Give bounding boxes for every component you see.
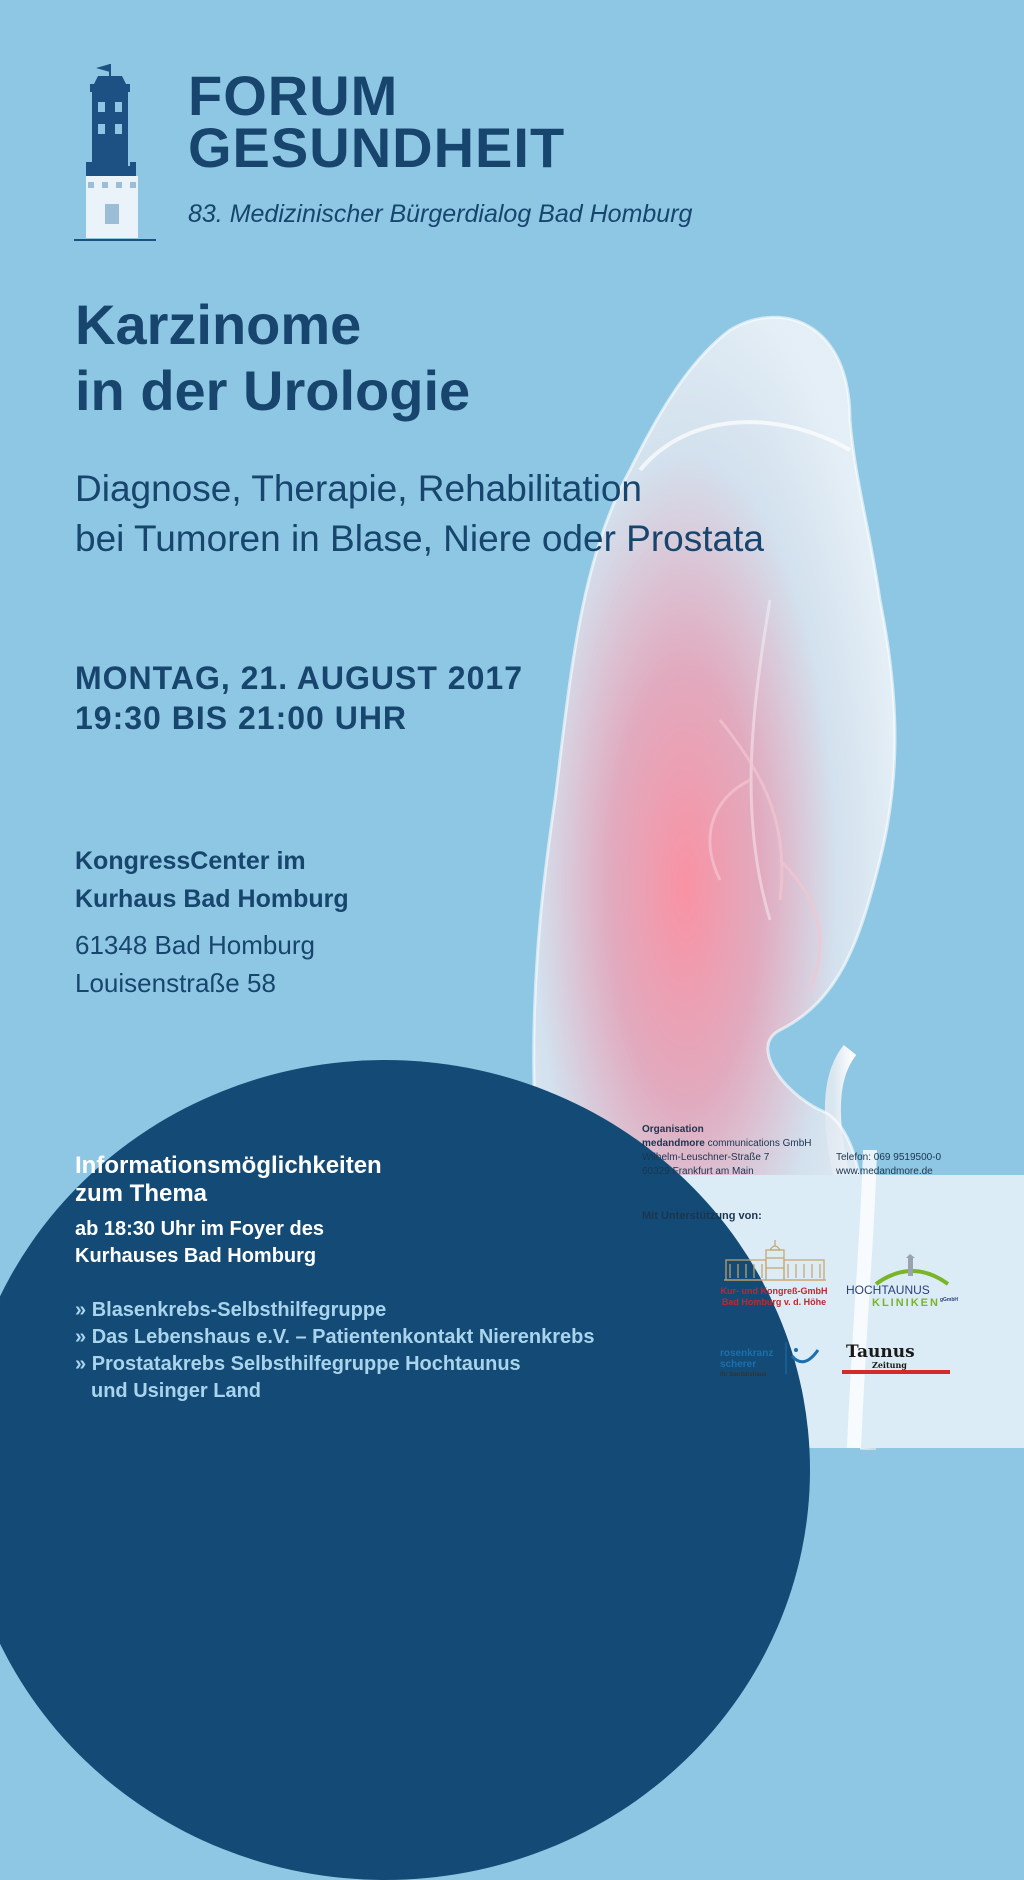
taunus-zeitung-underline xyxy=(842,1370,950,1374)
organisation-web[interactable]: www.medandmore.de xyxy=(836,1166,933,1177)
info-subtitle xyxy=(75,1216,324,1270)
rosenkranz-line2: scherer xyxy=(720,1359,757,1370)
list-item: » Das Lebenshaus e.V. – Patientenkontakt Nierenkrebs xyxy=(75,1324,594,1351)
organisation-street: Wilhelm-Leuschner-Straße 7 xyxy=(642,1152,770,1163)
support-label: Mit Unterstützung von: xyxy=(642,1210,762,1222)
main-title-line2: in der Urologie xyxy=(75,359,471,422)
hochtaunus-suffix: gGmbH xyxy=(939,1297,959,1303)
organisation-phone: Telefon: 069 9519500-0 xyxy=(836,1152,942,1163)
lead-text-line1: Diagnose, Therapie, Rehabilitation xyxy=(75,468,643,509)
forum-title-line2: GESUNDHEIT xyxy=(188,116,566,179)
main-title-line1: Karzinome xyxy=(75,293,362,356)
organisation-block xyxy=(642,1123,812,1179)
kurhaus-line2: Bad Homburg v. d. Höhe xyxy=(721,1297,827,1307)
tower-logo xyxy=(72,58,158,242)
main-title xyxy=(75,292,470,424)
hochtaunus-line2: KLINIKEN xyxy=(872,1297,940,1309)
lead-text-line2: bei Tumoren in Blase, Niere oder Prostata xyxy=(75,518,764,559)
forum-subtitle: 83. Medizinischer Bürgerdialog Bad Homburg xyxy=(188,200,693,228)
organisation-city: 60329 Frankfurt am Main xyxy=(642,1166,754,1177)
list-item xyxy=(75,1351,594,1405)
organisation-contact xyxy=(836,1151,941,1179)
organisation-company xyxy=(642,1137,812,1151)
info-title-line2: zum Thema xyxy=(75,1180,208,1207)
rosenkranz-line3: Ihr Sanitätshaus xyxy=(720,1372,767,1378)
taunus-zeitung-logo-sub: Zeitung xyxy=(872,1360,907,1370)
hochtaunus-logo-sub xyxy=(872,1297,958,1309)
forum-title xyxy=(188,64,566,179)
info-subtitle-line1: ab 18:30 Uhr im Foyer des xyxy=(75,1218,324,1240)
organisation-label: Organisation xyxy=(642,1124,704,1135)
venue-name-line1: KongressCenter im xyxy=(75,847,306,875)
event-time: 19:30 BIS 21:00 UHR xyxy=(75,700,408,736)
kurhaus-logo-icon xyxy=(722,1238,828,1286)
organisation-company-rest: communications GmbH xyxy=(704,1138,812,1149)
list-item-text: Prostatakrebs Selbsthilfegruppe Hochtaunus xyxy=(91,1353,521,1375)
info-title-line1: Informationsmöglichkeiten xyxy=(75,1152,382,1179)
info-title xyxy=(75,1152,382,1208)
event-datetime xyxy=(75,658,523,738)
venue-address xyxy=(75,926,315,1002)
venue-city: 61348 Bad Homburg xyxy=(75,930,315,960)
info-list xyxy=(75,1297,594,1405)
organisation-company-bold: medandmore xyxy=(642,1138,705,1149)
list-item-continuation: und Usinger Land xyxy=(91,1380,261,1402)
venue-name xyxy=(75,842,349,918)
rosenkranz-logo-icon xyxy=(782,1340,822,1376)
hochtaunus-logo-icon xyxy=(872,1254,952,1286)
forum-title-line1: FORUM xyxy=(188,64,399,127)
lead-text xyxy=(75,464,764,564)
venue-street: Louisenstraße 58 xyxy=(75,968,276,998)
event-date: MONTAG, 21. AUGUST 2017 xyxy=(75,660,523,696)
kurhaus-logo-text xyxy=(716,1286,832,1308)
rosenkranz-logo-text xyxy=(720,1348,773,1381)
kurhaus-line1: Kur- und Kongreß-GmbH xyxy=(720,1286,828,1296)
venue-name-line2: Kurhaus Bad Homburg xyxy=(75,885,349,913)
info-subtitle-line2: Kurhauses Bad Homburg xyxy=(75,1245,317,1267)
rosenkranz-line1: rosenkranz xyxy=(720,1348,774,1359)
hochtaunus-logo-text: HOCHTAUNUS xyxy=(846,1283,930,1297)
taunus-zeitung-logo-text: Taunus xyxy=(846,1342,915,1362)
list-item: » Blasenkrebs-Selbsthilfegruppe xyxy=(75,1297,594,1324)
